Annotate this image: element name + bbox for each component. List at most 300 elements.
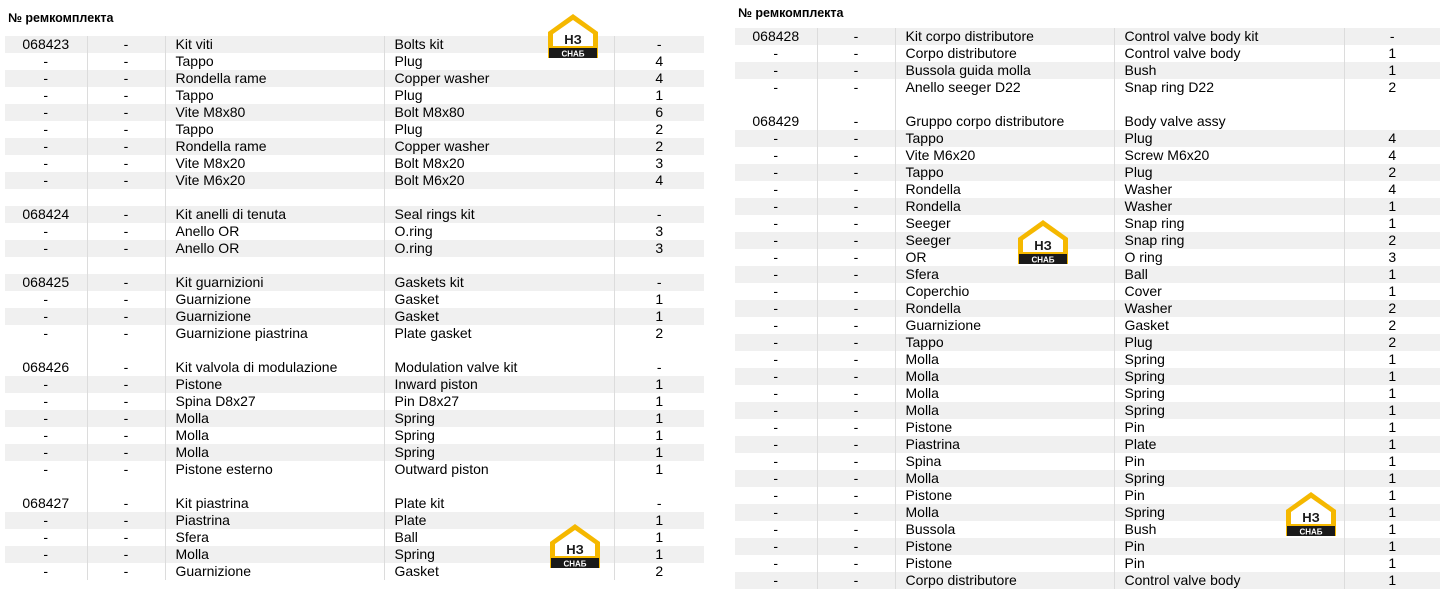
position-cell: - [817,62,895,79]
italian-name-cell: Pistone [165,376,384,393]
table-row [735,147,1440,164]
english-name-cell: Ball [1114,266,1344,283]
english-name-cell: Gasket [384,291,614,308]
italian-name-cell: Kit guarnizioni [165,274,384,291]
table-row [5,70,704,87]
kit-number-cell: - [5,546,87,563]
table-row [5,308,704,325]
italian-name-cell: Molla [165,546,384,563]
quantity-cell: 2 [1344,300,1440,317]
quantity-cell: 2 [1344,232,1440,249]
english-name-cell: Plug [384,53,614,70]
table-row [735,453,1440,470]
kit-number-cell: - [735,249,817,266]
english-name-cell [384,478,614,495]
position-cell: - [87,121,165,138]
table-row [5,461,704,478]
position-cell: - [817,555,895,572]
italian-name-cell: Molla [895,385,1114,402]
english-name-cell: Body valve assy [1114,113,1344,130]
english-name-cell: Plug [1114,334,1344,351]
english-name-cell: Pin D8x27 [384,393,614,410]
quantity-cell: 1 [655,461,664,477]
quantity-cell: 2 [614,138,704,155]
kit-number-cell: - [5,308,87,325]
quantity-cell: 3 [655,223,664,239]
position-cell: - [87,529,165,546]
english-name-cell: Spring [384,427,614,444]
position-cell: - [817,334,895,351]
kit-number-cell [5,257,87,274]
position-cell: - [87,240,165,257]
position-cell: - [87,393,165,410]
english-name-cell: Plug [1114,164,1344,181]
english-name-cell: Spring [384,546,614,563]
position-cell: - [817,419,895,436]
kit-number-cell: 068425 [5,274,87,291]
position-cell [817,96,895,113]
quantity-cell [614,189,704,206]
position-cell: - [87,376,165,393]
quantity-cell: 1 [1388,555,1397,571]
quantity-cell: 2 [655,121,664,137]
italian-name-cell: Molla [895,351,1114,368]
kit-number-cell: - [735,351,817,368]
english-name-cell: Pin [1114,487,1344,504]
kit-number-cell: - [735,266,817,283]
kit-number-cell: 068424 [5,206,87,223]
italian-name-cell: Rondella rame [165,138,384,155]
quantity-cell: 1 [1344,368,1440,385]
english-name-cell: Plug [384,87,614,104]
nz-snab-logo-watermark [1016,218,1070,266]
table-row [5,410,704,427]
english-name-cell: Pin [1114,555,1344,572]
position-cell: - [87,308,165,325]
position-cell: - [87,563,165,580]
position-cell: - [817,215,895,232]
quantity-cell: - [1344,28,1440,45]
table-row [735,130,1440,147]
kit-number-cell [5,478,87,495]
position-cell: - [817,453,895,470]
english-name-cell: Spring [1114,402,1344,419]
kit-number-cell: - [5,138,87,155]
english-name-cell: Gasket [1114,317,1344,334]
table-row [5,172,704,189]
quantity-cell: - [656,495,662,511]
kit-number-cell: - [5,104,87,121]
italian-name-cell: Sfera [165,529,384,546]
english-name-cell [384,342,614,359]
kit-number-cell: - [735,215,817,232]
kit-number-cell: 068429 [735,113,817,130]
english-name-cell: Bolts kit [384,36,614,53]
quantity-cell: 3 [614,240,704,257]
italian-name-cell: Pistone esterno [165,461,384,478]
quantity-cell: 1 [1388,283,1397,299]
table-row [735,538,1440,555]
logo-text-bottom: СНАБ [1299,527,1323,537]
position-cell: - [817,436,895,453]
kit-number-cell: - [735,130,817,147]
position-cell: - [87,274,165,291]
kit-number-cell: - [735,283,817,300]
position-cell: - [87,53,165,70]
logo-text-top: НЗ [566,542,584,557]
position-cell: - [817,28,895,45]
kit-number-cell: - [735,368,817,385]
position-cell: - [817,351,895,368]
italian-name-cell: Molla [165,444,384,461]
italian-name-cell: Guarnizione [165,308,384,325]
english-name-cell: Control valve body kit [1114,28,1344,45]
position-cell: - [817,249,895,266]
english-name-cell: Plate gasket [384,325,614,342]
table-row [735,300,1440,317]
position-cell [87,478,165,495]
table-row [5,87,704,104]
table-row [735,164,1440,181]
table-row [5,376,704,393]
english-name-cell: Bush [1114,521,1344,538]
english-name-cell [1114,96,1344,113]
quantity-cell: 6 [614,104,704,121]
english-name-cell: O.ring [384,223,614,240]
kit-number-cell: - [735,521,817,538]
table-row [735,419,1440,436]
english-name-cell: Spring [1114,351,1344,368]
kit-number-cell: - [735,453,817,470]
english-name-cell: Copper washer [384,138,614,155]
english-name-cell: Plate [384,512,614,529]
italian-name-cell: Molla [895,368,1114,385]
italian-name-cell: Pistone [895,538,1114,555]
position-cell: - [817,487,895,504]
quantity-cell: 2 [1344,164,1440,181]
english-name-cell: Washer [1114,300,1344,317]
italian-name-cell: Anello OR [165,240,384,257]
table-row [735,62,1440,79]
italian-name-cell: Molla [895,504,1114,521]
kit-number-cell [5,189,87,206]
kit-number-cell: - [5,461,87,478]
logo-text-top: НЗ [564,32,582,47]
english-name-cell: Bush [1114,62,1344,79]
table-row [735,79,1440,96]
table-row [5,393,704,410]
table-row [5,257,704,274]
kit-number-cell: - [5,155,87,172]
english-name-cell: Gasket [384,308,614,325]
position-cell: - [87,206,165,223]
english-name-cell: O ring [1114,249,1344,266]
table-row [735,436,1440,453]
quantity-cell [1344,113,1440,130]
position-cell: - [817,538,895,555]
quantity-cell: 4 [614,70,704,87]
nz-snab-logo-watermark [548,522,602,570]
kit-number-cell: - [735,470,817,487]
italian-name-cell: Rondella [895,300,1114,317]
quantity-cell: 4 [655,53,664,69]
kit-number-cell: - [5,376,87,393]
table-row [735,266,1440,283]
kit-number-cell: - [5,563,87,580]
position-cell: - [87,359,165,376]
english-name-cell: Copper washer [384,70,614,87]
quantity-cell: 1 [614,410,704,427]
kit-number-cell [5,342,87,359]
quantity-cell: 1 [1344,572,1440,589]
english-name-cell: Spring [1114,368,1344,385]
italian-name-cell: Pistone [895,419,1114,436]
table-row [5,223,704,240]
quantity-cell: 4 [1388,147,1397,163]
kit-number-cell: - [735,232,817,249]
quantity-cell: 1 [614,308,704,325]
table-row [5,206,704,223]
italian-name-cell: Molla [165,427,384,444]
kit-number-cell: 068427 [5,495,87,512]
table-row [5,444,704,461]
quantity-cell: 4 [614,172,704,189]
italian-name-cell: Seeger [895,232,1114,249]
position-cell: - [87,172,165,189]
italian-name-cell: Spina [895,453,1114,470]
english-name-cell [384,257,614,274]
quantity-cell: 1 [1344,538,1440,555]
english-name-cell: Plug [1114,130,1344,147]
table-row [735,351,1440,368]
english-name-cell [384,189,614,206]
kit-number-cell: - [735,62,817,79]
italian-name-cell: Vite M8x20 [165,155,384,172]
position-cell: - [817,283,895,300]
quantity-cell: 1 [655,87,664,103]
table-row [5,427,704,444]
table-row [735,232,1440,249]
quantity-cell: 1 [1344,198,1440,215]
kit-number-header: № ремкомплекта [738,6,844,20]
quantity-cell: 1 [1388,215,1397,231]
english-name-cell: Spring [384,444,614,461]
italian-name-cell: Corpo distributore [895,572,1114,589]
position-cell [87,257,165,274]
position-cell: - [87,427,165,444]
table-row [735,113,1440,130]
table-row [5,155,704,172]
nz-snab-logo-watermark [1284,490,1338,538]
kit-number-cell: - [5,223,87,240]
table-row [5,240,704,257]
table-row [5,478,704,495]
logo-text-bottom: СНАБ [1031,255,1055,265]
italian-name-cell: Tappo [895,164,1114,181]
table-row [735,96,1440,113]
position-cell: - [87,444,165,461]
kit-number-cell: - [735,300,817,317]
italian-name-cell: Anello seeger D22 [895,79,1114,96]
quantity-cell: 1 [655,529,664,545]
position-cell: - [817,232,895,249]
quantity-cell: 1 [655,427,664,443]
italian-name-cell: Bussola guida molla [895,62,1114,79]
quantity-cell: 1 [614,376,704,393]
english-name-cell: Plate [1114,436,1344,453]
table-row [5,104,704,121]
quantity-cell: 1 [1388,385,1397,401]
position-cell [87,342,165,359]
position-cell: - [87,223,165,240]
italian-name-cell: Anello OR [165,223,384,240]
english-name-cell: Bolt M6x20 [384,172,614,189]
quantity-cell: 1 [1388,453,1397,469]
table-row [735,334,1440,351]
english-name-cell: Spring [1114,385,1344,402]
quantity-cell: 2 [655,325,664,341]
kit-number-cell: - [735,487,817,504]
kit-number-cell: - [735,555,817,572]
italian-name-cell: Rondella rame [165,70,384,87]
logo-text-top: НЗ [1034,238,1052,253]
quantity-cell: 1 [1388,419,1397,435]
quantity-cell: 1 [1388,45,1397,61]
italian-name-cell [165,342,384,359]
english-name-cell: Screw M6x20 [1114,147,1344,164]
quantity-cell: 1 [614,512,704,529]
position-cell: - [817,45,895,62]
position-cell: - [817,79,895,96]
italian-name-cell: Gruppo corpo distributore [895,113,1114,130]
kit-number-cell: - [735,147,817,164]
kit-number-cell: - [5,121,87,138]
quantity-cell: - [614,274,704,291]
kit-number-cell: - [735,79,817,96]
quantity-cell: 1 [1344,436,1440,453]
italian-name-cell: Corpo distributore [895,45,1114,62]
table-row [735,385,1440,402]
italian-name-cell: Rondella [895,181,1114,198]
table-row [735,45,1440,62]
english-name-cell: Pin [1114,538,1344,555]
table-row [735,198,1440,215]
english-name-cell: Washer [1114,181,1344,198]
position-cell: - [817,470,895,487]
english-name-cell: Cover [1114,283,1344,300]
position-cell: - [817,130,895,147]
kit-number-cell: - [5,240,87,257]
table-row [5,274,704,291]
italian-name-cell: Tappo [895,334,1114,351]
kit-number-cell: - [735,198,817,215]
quantity-cell: 1 [1344,504,1440,521]
english-name-cell: Spring [384,410,614,427]
table-row [735,249,1440,266]
italian-name-cell: Vite M8x80 [165,104,384,121]
position-cell: - [817,385,895,402]
table-row [735,28,1440,45]
english-name-cell: Gaskets kit [384,274,614,291]
italian-name-cell: Tappo [895,130,1114,147]
english-name-cell: Bolt M8x80 [384,104,614,121]
italian-name-cell: Seeger [895,215,1114,232]
table-row [5,121,704,138]
italian-name-cell: Tappo [165,87,384,104]
italian-name-cell [165,478,384,495]
english-name-cell: Ball [384,529,614,546]
quantity-cell: 2 [1388,317,1397,333]
table-row [735,572,1440,589]
table-row [5,291,704,308]
logo-text-top: НЗ [1302,510,1320,525]
table-row [735,181,1440,198]
table-row [5,189,704,206]
quantity-cell: - [614,36,704,53]
kit-number-cell: - [5,529,87,546]
quantity-cell: 2 [655,563,664,579]
italian-name-cell: Molla [165,410,384,427]
english-name-cell: Pin [1114,453,1344,470]
kit-number-cell: - [735,181,817,198]
position-cell: - [87,410,165,427]
italian-name-cell: Guarnizione [165,291,384,308]
english-name-cell: Snap ring [1114,215,1344,232]
quantity-cell: 1 [655,291,664,307]
english-name-cell: Washer [1114,198,1344,215]
italian-name-cell: Kit anelli di tenuta [165,206,384,223]
table-row [5,495,704,512]
italian-name-cell: Bussola [895,521,1114,538]
quantity-cell: 4 [1344,130,1440,147]
parts-table-left [5,36,704,580]
kit-number-cell: - [5,291,87,308]
position-cell: - [87,138,165,155]
position-cell: - [87,461,165,478]
italian-name-cell: Vite M6x20 [165,172,384,189]
english-name-cell: Plug [384,121,614,138]
quantity-cell: 1 [655,393,664,409]
logo-text-bottom: СНАБ [563,559,587,569]
quantity-cell [614,257,704,274]
position-cell: - [817,572,895,589]
position-cell: - [87,546,165,563]
italian-name-cell: Pistone [895,555,1114,572]
quantity-cell [614,342,704,359]
italian-name-cell: Tappo [165,53,384,70]
quantity-cell: - [656,359,662,375]
quantity-cell: 3 [655,155,664,171]
table-row [735,555,1440,572]
position-cell: - [817,113,895,130]
quantity-cell [614,478,704,495]
table-row [735,368,1440,385]
italian-name-cell: Piastrina [895,436,1114,453]
italian-name-cell [165,257,384,274]
kit-number-cell: - [5,410,87,427]
position-cell: - [817,300,895,317]
table-row [735,402,1440,419]
kit-number-cell: - [735,538,817,555]
quantity-cell: 1 [1388,521,1397,537]
english-name-cell: Pin [1114,419,1344,436]
italian-name-cell: Vite M6x20 [895,147,1114,164]
position-cell: - [87,87,165,104]
position-cell: - [87,495,165,512]
italian-name-cell: Spina D8x27 [165,393,384,410]
italian-name-cell: Piastrina [165,512,384,529]
kit-number-cell: - [735,317,817,334]
